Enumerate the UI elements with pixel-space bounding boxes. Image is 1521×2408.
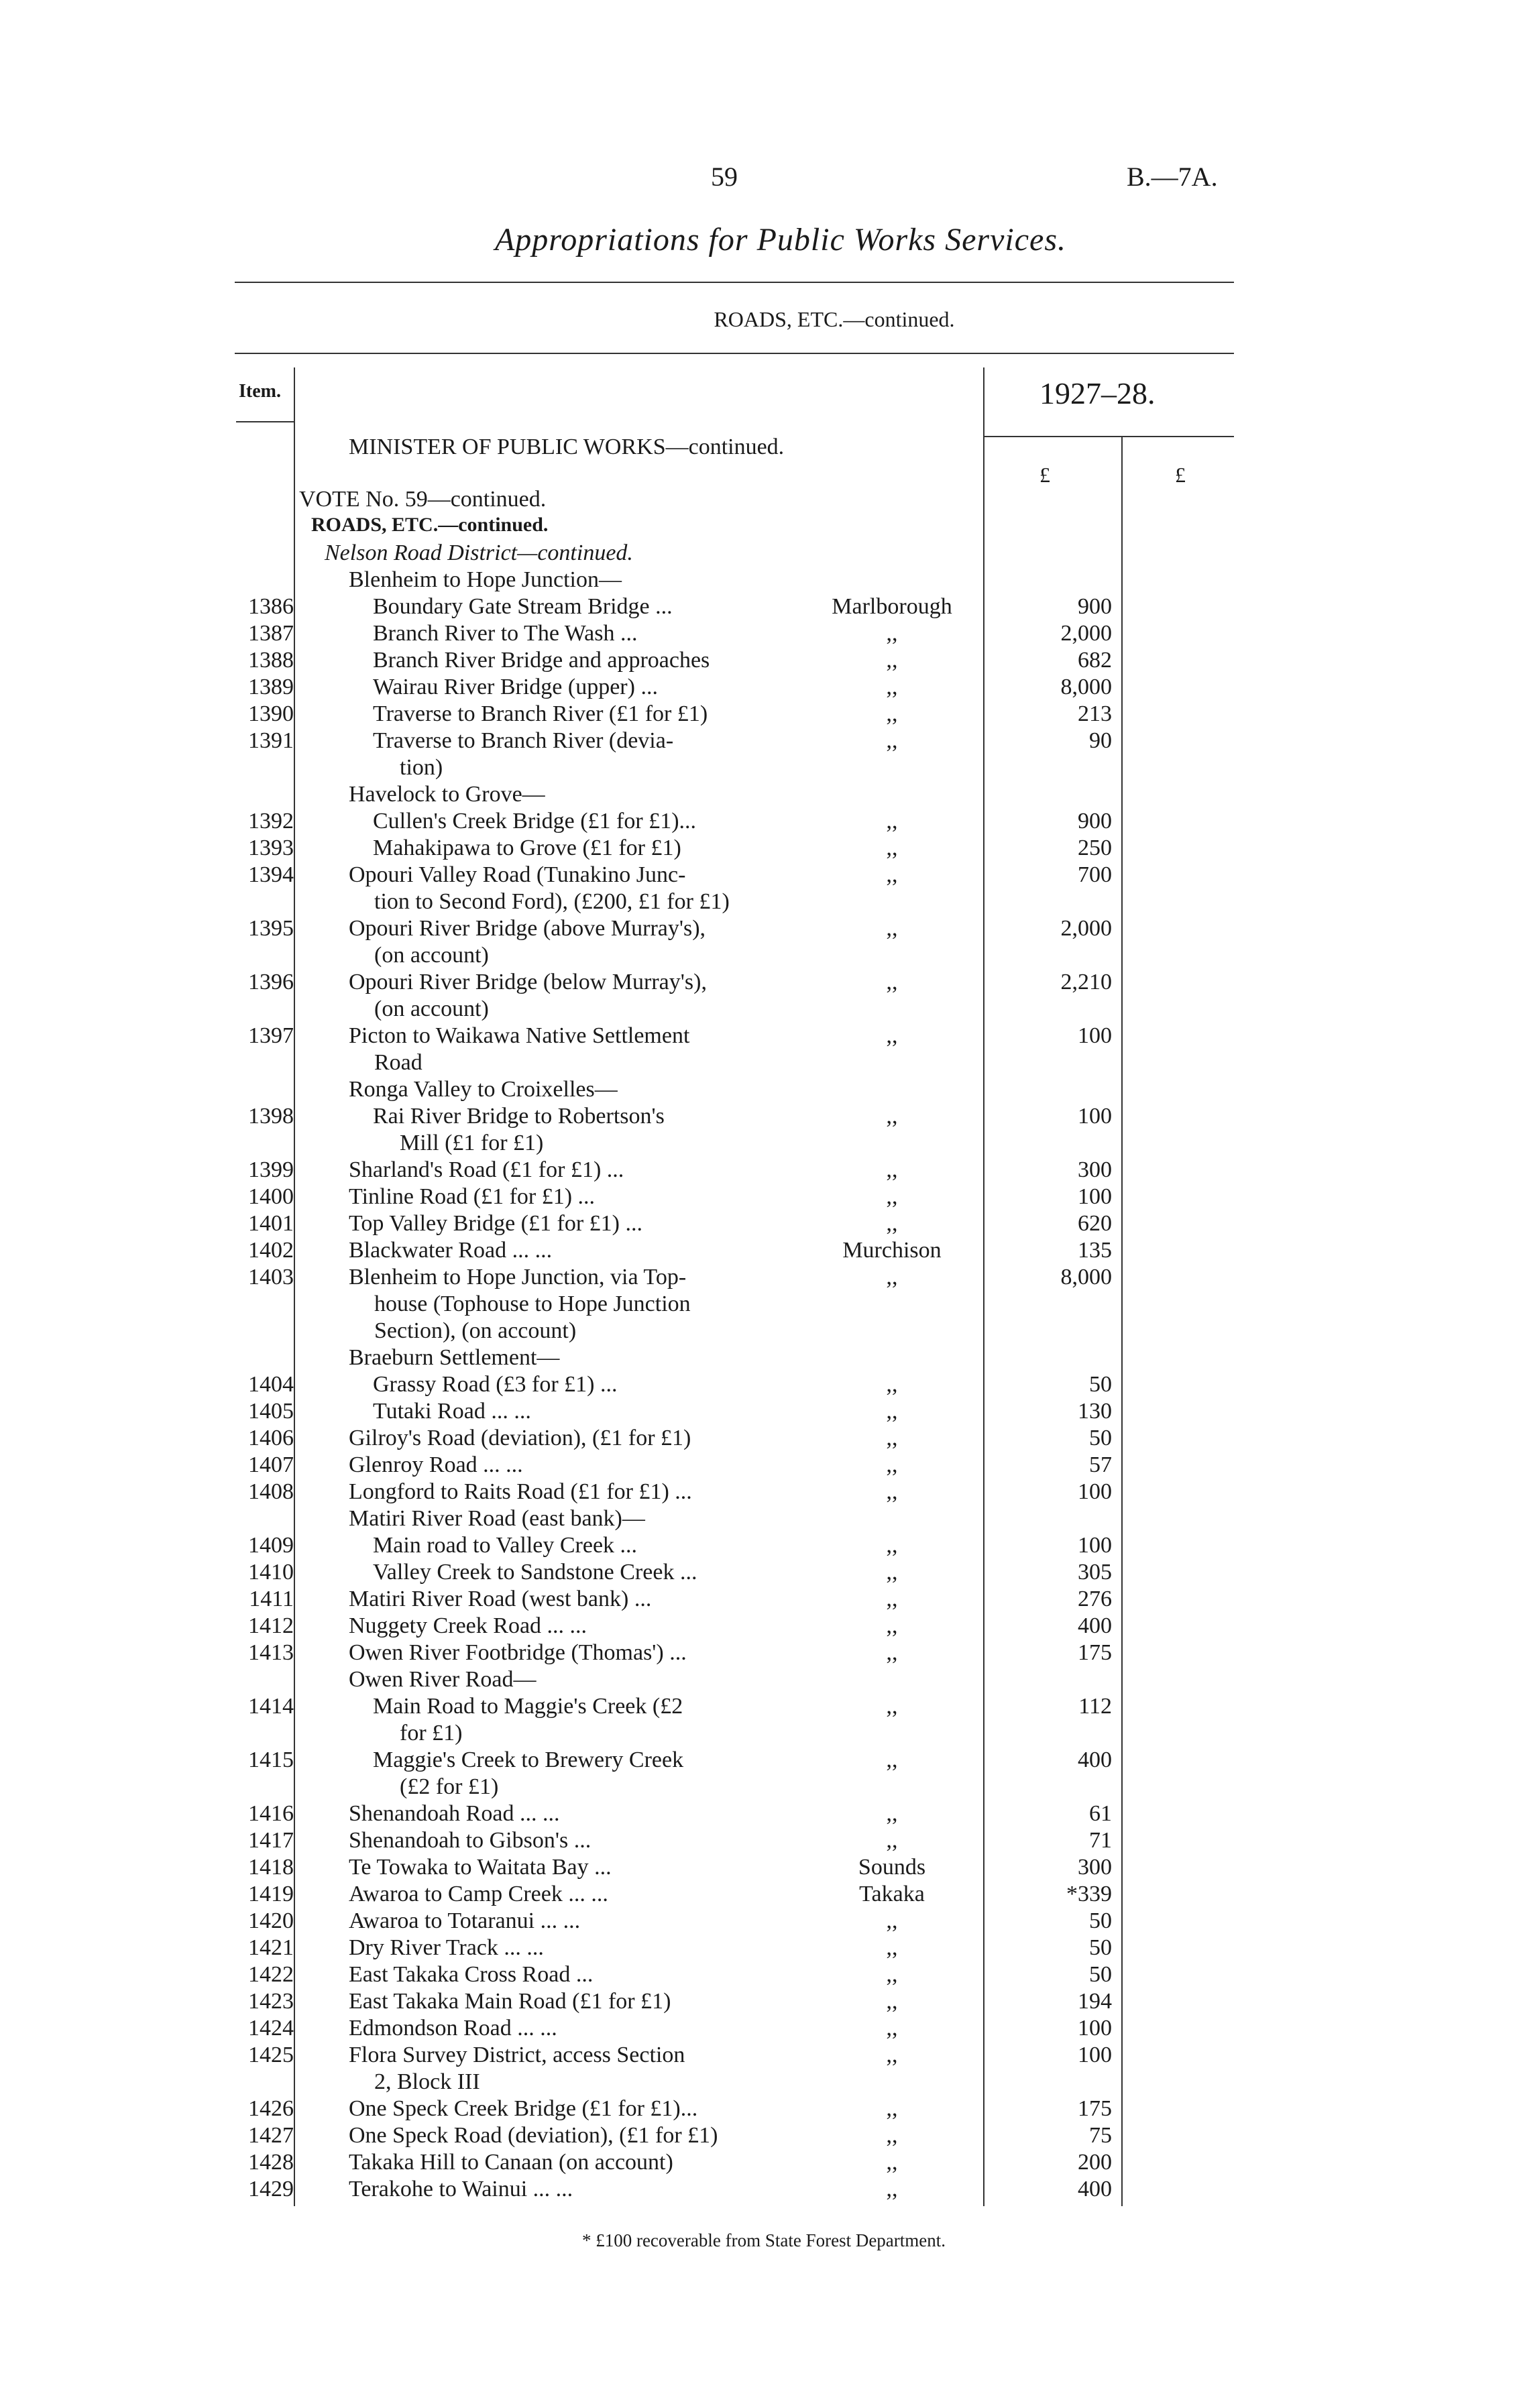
amount: 682 — [1078, 648, 1112, 673]
item-description: Nuggety Creek Road ... ... — [349, 1613, 587, 1638]
item-description: Tutaki Road ... ... — [373, 1399, 531, 1424]
item-description-continued: tion) — [400, 755, 443, 780]
district: ,, — [886, 809, 898, 834]
amount: 620 — [1078, 1211, 1112, 1236]
item-description: Te Towaka to Waitata Bay ... — [349, 1855, 612, 1880]
amount: 900 — [1078, 809, 1112, 834]
item-description: Traverse to Branch River (devia- — [373, 728, 674, 753]
item-description-continued: house (Tophouse to Hope Junction — [374, 1292, 691, 1316]
item-number: 1424 — [248, 2016, 294, 2041]
amount: 90 — [1089, 728, 1112, 753]
amount: 8,000 — [1060, 1265, 1112, 1289]
district: ,, — [886, 862, 898, 887]
item-description: Awaroa to Totaranui ... ... — [349, 1908, 581, 1933]
blenheim-heading: Blenheim to Hope Junction— — [349, 567, 622, 592]
item-description-continued: for £1) — [400, 1721, 463, 1745]
item-number: 1406 — [248, 1426, 294, 1450]
item-description: Shenandoah to Gibson's ... — [349, 1828, 592, 1853]
district: ,, — [886, 1640, 898, 1665]
district: ,, — [886, 1747, 898, 1772]
amount: 50 — [1089, 1426, 1112, 1450]
item-description: Opouri Valley Road (Tunakino Junc- — [349, 862, 686, 887]
item-number: 1407 — [248, 1452, 294, 1477]
item-description: Rai River Bridge to Robertson's — [373, 1104, 665, 1129]
page-code: B.—7A. — [1127, 162, 1218, 192]
amount: *339 — [1066, 1882, 1112, 1906]
item-description: Edmondson Road ... ... — [349, 2016, 557, 2041]
amount: 100 — [1078, 1479, 1112, 1504]
item-number: 1408 — [248, 1479, 294, 1504]
item-description: Flora Survey District, access Section — [349, 2043, 685, 2067]
amount: 61 — [1089, 1801, 1112, 1826]
district: ,, — [886, 1828, 898, 1853]
item-description: Terakohe to Wainui ... ... — [349, 2177, 573, 2201]
amount: 100 — [1078, 1184, 1112, 1209]
ronga-heading: Ronga Valley to Croixelles— — [349, 1077, 618, 1102]
amount: 50 — [1089, 1935, 1112, 1960]
district: ,, — [886, 1426, 898, 1450]
item-number: 1418 — [248, 1855, 294, 1880]
district: ,, — [886, 1908, 898, 1933]
item-number: 1415 — [248, 1747, 294, 1772]
item-description: Blackwater Road ... ... — [349, 1238, 553, 1263]
item-description: Blenheim to Hope Junction, via Top- — [349, 1265, 687, 1289]
item-number: 1413 — [248, 1640, 294, 1665]
item-number: 1403 — [248, 1265, 294, 1289]
district: ,, — [886, 701, 898, 726]
district: ,, — [886, 1399, 898, 1424]
item-divider — [294, 367, 295, 2206]
item-description: Dry River Track ... ... — [349, 1935, 544, 1960]
amount: 50 — [1089, 1962, 1112, 1987]
item-number: 1402 — [248, 1238, 294, 1263]
item-column-header: Item. — [239, 381, 281, 402]
district: ,, — [886, 1265, 898, 1289]
item-number: 1396 — [248, 970, 294, 994]
item-number: 1392 — [248, 809, 294, 834]
year-column-header: 1927–28. — [1039, 376, 1156, 410]
amount: 112 — [1078, 1694, 1112, 1719]
year-rule — [983, 436, 1234, 437]
item-description-continued: (on account) — [374, 996, 489, 1021]
amount: 130 — [1078, 1399, 1112, 1424]
amount: 175 — [1078, 1640, 1112, 1665]
district: ,, — [886, 1935, 898, 1960]
page-title: Appropriations for Public Works Services. — [494, 222, 1067, 257]
braeburn-heading: Braeburn Settlement— — [349, 1345, 560, 1370]
amount: 194 — [1078, 1989, 1112, 2014]
item-description: Longford to Raits Road (£1 for £1) ... — [349, 1479, 692, 1504]
item-description: Traverse to Branch River (£1 for £1) — [373, 701, 708, 726]
item-description: Awaroa to Camp Creek ... ... — [349, 1882, 608, 1906]
amount: 100 — [1078, 1533, 1112, 1558]
item-description-continued: Mill (£1 for £1) — [400, 1131, 544, 1155]
matiri-heading: Matiri River Road (east bank)— — [349, 1506, 645, 1531]
item-number: 1401 — [248, 1211, 294, 1236]
amount: 135 — [1078, 1238, 1112, 1263]
item-description: Cullen's Creek Bridge (£1 for £1)... — [373, 809, 697, 834]
district: ,, — [886, 1372, 898, 1397]
item-number: 1416 — [248, 1801, 294, 1826]
district: ,, — [886, 1989, 898, 2014]
amount: 300 — [1078, 1855, 1112, 1880]
item-number: 1393 — [248, 836, 294, 860]
item-number: 1394 — [248, 862, 294, 887]
item-number: 1420 — [248, 1908, 294, 1933]
item-number: 1399 — [248, 1157, 294, 1182]
item-number: 1427 — [248, 2123, 294, 2148]
district: ,, — [886, 1211, 898, 1236]
district: ,, — [886, 1694, 898, 1719]
item-number: 1387 — [248, 621, 294, 646]
item-number: 1429 — [248, 2177, 294, 2201]
district: ,, — [886, 1533, 898, 1558]
amount: 57 — [1089, 1452, 1112, 1477]
amount: 250 — [1078, 836, 1112, 860]
item-description: East Takaka Cross Road ... — [349, 1962, 594, 1987]
item-description: Branch River to The Wash ... — [373, 621, 638, 646]
section-title: ROADS, ETC.—continued. — [714, 307, 955, 331]
item-description: Takaka Hill to Canaan (on account) — [349, 2150, 673, 2175]
item-description: Owen River Footbridge (Thomas') ... — [349, 1640, 687, 1665]
item-number: 1409 — [248, 1533, 294, 1558]
item-description: Glenroy Road ... ... — [349, 1452, 523, 1477]
footnote: * £100 recoverable from State Forest Department. — [581, 2230, 946, 2250]
district: Marlborough — [832, 594, 952, 619]
amount: 300 — [1078, 1157, 1112, 1182]
item-description: Boundary Gate Stream Bridge ... — [373, 594, 673, 619]
item-number: 1404 — [248, 1372, 294, 1397]
item-number: 1400 — [248, 1184, 294, 1209]
header-rule — [235, 353, 1234, 354]
item-description: Shenandoah Road ... ... — [349, 1801, 560, 1826]
item-description: Main Road to Maggie's Creek (£2 — [373, 1694, 683, 1719]
item-description: Sharland's Road (£1 for £1) ... — [349, 1157, 624, 1182]
amount: 2,000 — [1060, 916, 1112, 941]
item-number: 1388 — [248, 648, 294, 673]
item-description: East Takaka Main Road (£1 for £1) — [349, 1989, 671, 2014]
amount: 100 — [1078, 2043, 1112, 2067]
item-description: Top Valley Bridge (£1 for £1) ... — [349, 1211, 642, 1236]
item-head-rule — [236, 421, 294, 422]
item-number: 1390 — [248, 701, 294, 726]
title-rule — [235, 282, 1234, 283]
district: ,, — [886, 1023, 898, 1048]
roads-heading: ROADS, ETC.—continued. — [311, 514, 549, 536]
amount: 400 — [1078, 1613, 1112, 1638]
district: ,, — [886, 836, 898, 860]
item-number: 1391 — [248, 728, 294, 753]
amount: 75 — [1089, 2123, 1112, 2148]
item-description-continued: 2, Block III — [374, 2069, 480, 2094]
item-description: Matiri River Road (west bank) ... — [349, 1587, 652, 1611]
amount: 100 — [1078, 2016, 1112, 2041]
district: ,, — [886, 1801, 898, 1826]
amount: 8,000 — [1060, 675, 1112, 699]
item-number: 1426 — [248, 2096, 294, 2121]
item-number: 1419 — [248, 1882, 294, 1906]
district: Murchison — [842, 1238, 942, 1263]
district: ,, — [886, 1104, 898, 1129]
item-number: 1410 — [248, 1560, 294, 1585]
district-heading: Nelson Road District—continued. — [325, 540, 633, 565]
item-description-continued: (£2 for £1) — [400, 1774, 499, 1799]
pound-header-1: £ — [1039, 463, 1050, 487]
amount: 305 — [1078, 1560, 1112, 1585]
district: ,, — [886, 1479, 898, 1504]
district: Sounds — [858, 1855, 926, 1880]
district: ,, — [886, 2043, 898, 2067]
district: ,, — [886, 2096, 898, 2121]
amount: 700 — [1078, 862, 1112, 887]
pound-header-2: £ — [1175, 463, 1186, 487]
item-number: 1398 — [248, 1104, 294, 1129]
item-description: Grassy Road (£3 for £1) ... — [373, 1372, 618, 1397]
item-description-continued: Road — [374, 1050, 422, 1075]
district: ,, — [886, 675, 898, 699]
item-description: One Speck Road (deviation), (£1 for £1) — [349, 2123, 718, 2148]
district: ,, — [886, 1613, 898, 1638]
item-number: 1422 — [248, 1962, 294, 1987]
item-number: 1412 — [248, 1613, 294, 1638]
district: ,, — [886, 728, 898, 753]
item-description-continued: tion to Second Ford), (£200, £1 for £1) — [374, 889, 730, 914]
item-number: 1395 — [248, 916, 294, 941]
amount: 400 — [1078, 1747, 1112, 1772]
page-number: 59 — [711, 162, 738, 192]
district: ,, — [886, 621, 898, 646]
havelock-heading: Havelock to Grove— — [349, 782, 545, 807]
district: ,, — [886, 916, 898, 941]
amount: 2,000 — [1060, 621, 1112, 646]
district: ,, — [886, 1452, 898, 1477]
item-number: 1414 — [248, 1694, 294, 1719]
amount: 50 — [1089, 1372, 1112, 1397]
amount: 400 — [1078, 2177, 1112, 2201]
amount: 276 — [1078, 1587, 1112, 1611]
district: ,, — [886, 1184, 898, 1209]
amount: 71 — [1089, 1828, 1112, 1853]
amount: 175 — [1078, 2096, 1112, 2121]
district: ,, — [886, 970, 898, 994]
vote-heading: VOTE No. 59—continued. — [299, 487, 547, 512]
item-number: 1423 — [248, 1989, 294, 2014]
item-description-continued: Section), (on account) — [374, 1318, 577, 1343]
district: ,, — [886, 648, 898, 673]
item-number: 1405 — [248, 1399, 294, 1424]
amount: 100 — [1078, 1023, 1112, 1048]
district: ,, — [886, 2016, 898, 2041]
item-description: Mahakipawa to Grove (£1 for £1) — [373, 836, 681, 860]
item-description: Opouri River Bridge (below Murray's), — [349, 970, 707, 994]
item-description: Branch River Bridge and approaches — [373, 648, 710, 673]
minister-heading: MINISTER OF PUBLIC WORKS—continued. — [349, 435, 785, 459]
owen-heading: Owen River Road— — [349, 1667, 537, 1692]
amount: 200 — [1078, 2150, 1112, 2175]
item-description: Gilroy's Road (deviation), (£1 for £1) — [349, 1426, 691, 1450]
item-description: Valley Creek to Sandstone Creek ... — [373, 1560, 697, 1585]
item-description: Opouri River Bridge (above Murray's), — [349, 916, 706, 941]
item-description: Maggie's Creek to Brewery Creek — [373, 1747, 684, 1772]
district: ,, — [886, 1560, 898, 1585]
item-description: Tinline Road (£1 for £1) ... — [349, 1184, 596, 1209]
district: ,, — [886, 1587, 898, 1611]
amount: 900 — [1078, 594, 1112, 619]
item-description: Picton to Waikawa Native Settlement — [349, 1023, 690, 1048]
item-number: 1428 — [248, 2150, 294, 2175]
amount: 50 — [1089, 1908, 1112, 1933]
amount: 2,210 — [1060, 970, 1112, 994]
item-number: 1389 — [248, 675, 294, 699]
district: ,, — [886, 2150, 898, 2175]
district: ,, — [886, 2123, 898, 2148]
amount-divider — [983, 367, 984, 2206]
item-number: 1386 — [248, 594, 294, 619]
district: ,, — [886, 1962, 898, 1987]
item-description-continued: (on account) — [374, 943, 489, 968]
item-number: 1411 — [249, 1587, 294, 1611]
amount: 213 — [1078, 701, 1112, 726]
amount: 100 — [1078, 1104, 1112, 1129]
district: Takaka — [859, 1882, 925, 1906]
item-description: Wairau River Bridge (upper) ... — [373, 675, 658, 699]
item-number: 1397 — [248, 1023, 294, 1048]
second-amount-divider — [1121, 436, 1123, 2206]
item-number: 1425 — [248, 2043, 294, 2067]
district: ,, — [886, 2177, 898, 2201]
item-description: One Speck Creek Bridge (£1 for £1)... — [349, 2096, 698, 2121]
district: ,, — [886, 1157, 898, 1182]
item-number: 1421 — [248, 1935, 294, 1960]
item-number: 1417 — [248, 1828, 294, 1853]
item-description: Main road to Valley Creek ... — [373, 1533, 638, 1558]
